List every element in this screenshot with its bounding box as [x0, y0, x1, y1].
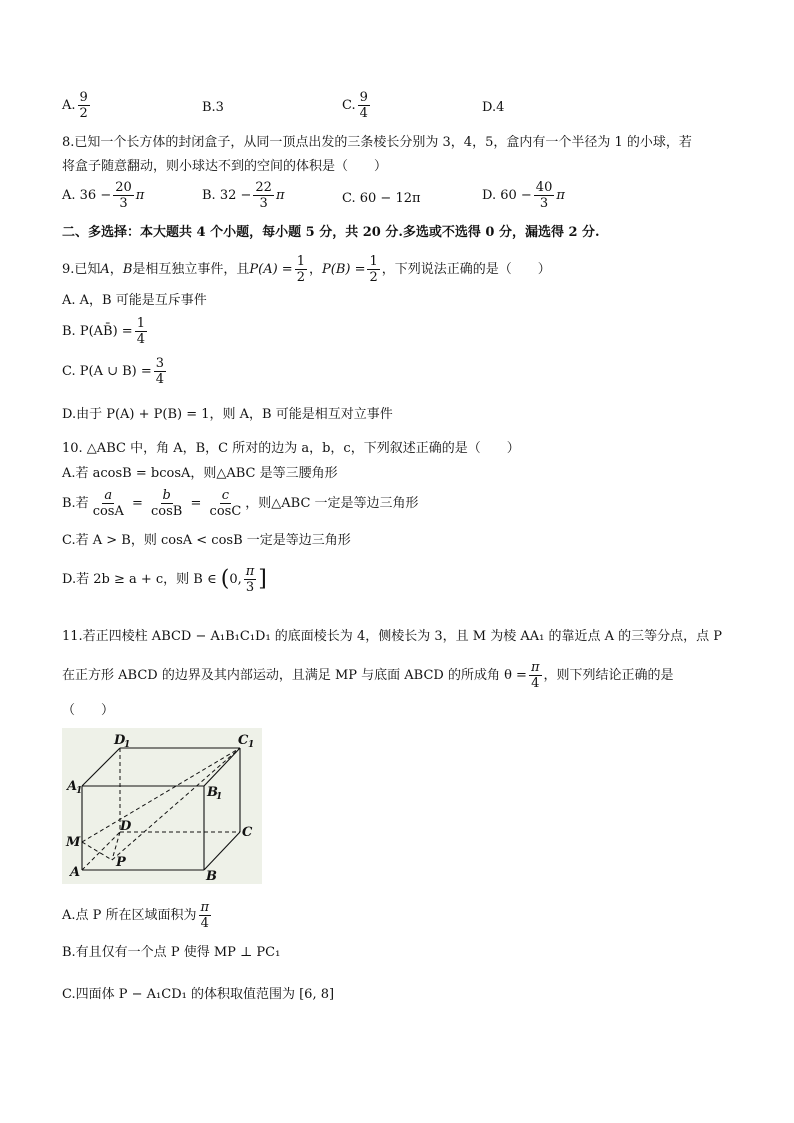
q9-b-fraction: $\frac{1}{4}$ [136, 316, 145, 347]
q8-option-a: A. 36 − $\frac{20}{3}$ π [62, 180, 145, 211]
q7-option-a: A. $\frac{9}{2}$ [62, 90, 88, 121]
q8-d-fraction: $\frac{40}{3}$ [535, 180, 553, 211]
q7-c-fraction: $\frac{9}{4}$ [359, 90, 368, 121]
label-a1-sub: 1 [76, 786, 83, 796]
q11-theta-fraction: $\frac{\pi}{4}$ [530, 660, 540, 691]
q9-option-d: D.由于 P(A) + P(B) = 1，则 A，B 可能是相互对立事件 [62, 407, 393, 422]
q7-option-b: B.3 [202, 100, 224, 115]
label-b1-sub: 1 [216, 792, 223, 802]
edge-ad [82, 832, 120, 870]
label-d1-sub: 1 [124, 740, 131, 750]
label-d: D [120, 819, 132, 834]
prism-figure [62, 728, 262, 884]
q9-option-c: C. P(A ∪ B) = $\frac{3}{4}$ [62, 356, 165, 387]
q7-option-c: C. $\frac{9}{4}$ [342, 90, 368, 121]
edge-a1d1 [82, 748, 120, 786]
q8-stem-line1: 8.已知一个长方体的封闭盒子，从同一顶点出发的三条棱长分别为 3，4，5，盒内有一个半径为 1 的小球，若 [62, 135, 692, 150]
edge-bc [204, 832, 240, 870]
q11-stem-line3: （ ） [62, 703, 115, 718]
prism-diagram [62, 728, 262, 884]
q8-option-d: D. 60 − $\frac{40}{3}$ π [482, 180, 565, 211]
label-p: P [116, 855, 126, 870]
label-a: A [70, 865, 81, 880]
q11-option-b: B.有且仅有一个点 P 使得 MP ⊥ PC₁ [62, 945, 281, 960]
label-a1: A [67, 779, 78, 794]
q8-option-c: C. 60 − 12π [342, 191, 421, 206]
q8-b-fraction: $\frac{22}{3}$ [255, 180, 272, 211]
q7-option-d: D.4 [482, 100, 505, 115]
q9-option-a: A. A，B 可能是互斥事件 [62, 293, 207, 308]
label-m: M [66, 835, 81, 850]
q10-option-a: A.若 acosB = bcosA，则△ABC 是等三腰角形 [62, 466, 338, 481]
q11-option-a: A.点 P 所在区域面积为 $\frac{\pi}{4}$ [62, 900, 210, 931]
label-c1-sub: 1 [248, 740, 255, 750]
q9-stem: 9.已知A，B是相互独立事件，且P(A) = $\frac{1}{2}$ ，P(B) = $\frac{1}{2}$ ，下列说法正确的是（ ） [62, 254, 551, 285]
label-c1: C [238, 733, 249, 748]
q10-stem: 10. △ABC 中，角 A，B，C 所对的边为 a，b，c，下列叙述正确的是（ ） [62, 441, 520, 456]
q10-option-c: C.若 A > B，则 cosA < cosB 一定是等边三角形 [62, 533, 351, 548]
q9-pb-fraction: $\frac{1}{2}$ [369, 254, 378, 285]
q11-stem-line1: 11.若正四棱柱 ABCD − A₁B₁C₁D₁ 的底面棱长为 4，侧棱长为 3，且 M 为棱 AA₁ 的靠近点 A 的三等分点，点 P [62, 629, 722, 644]
section-heading: 二、多选择：本大题共 4 个小题，每小题 5 分，共 20 分.多选或不选得 0 分，漏选得 2 分. [62, 225, 600, 240]
label-b: B [206, 869, 217, 884]
q11-option-c: C.四面体 P − A₁CD₁ 的体积取值范围为 [6, 8] [62, 987, 335, 1002]
q8-stem-line2: 将盒子随意翻动，则小球达不到的空间的体积是（ ） [62, 159, 388, 174]
q10-b-frac-b: $\frac{b}{\cos B}$ [151, 488, 183, 519]
label-d1: D [114, 733, 126, 748]
q10-b-frac-a: $\frac{a}{\cos A}$ [92, 488, 124, 519]
q11-a-fraction: $\frac{\pi}{4}$ [200, 900, 210, 931]
q8-a-fraction: $\frac{20}{3}$ [115, 180, 132, 211]
label-b1: B [207, 785, 218, 800]
line-pc1 [112, 748, 240, 860]
q9-pa-fraction: $\frac{1}{2}$ [296, 254, 305, 285]
q8-option-b: B. 32 − $\frac{22}{3}$ π [202, 180, 285, 211]
q9-option-b: B. P(AB̄) = $\frac{1}{4}$ [62, 316, 145, 347]
prism-dashed-edges [82, 748, 240, 870]
q10-b-frac-c: $\frac{c}{\cos C}$ [209, 488, 242, 519]
q10-d-fraction: $\frac{\pi}{3}$ [245, 564, 255, 595]
q7-a-fraction: $\frac{9}{2}$ [79, 90, 88, 121]
edge-b1c1 [204, 748, 240, 786]
prism-solid-edges [82, 748, 240, 870]
q9-c-fraction: $\frac{3}{4}$ [155, 356, 165, 387]
q10-option-b: B.若 $\frac{a}{\cos A}$ = $\frac{b}{\cos B}$ = $\frac{c}{\cos C}$ ，则△ABC 一定是等边三角形 [62, 488, 419, 519]
label-c: C [242, 825, 253, 840]
q11-stem-line2: 在正方形 ABCD 的边界及其内部运动，且满足 MP 与底面 ABCD 的所成角 θ = $\frac{\pi}{4}$ ，则下列结论正确的是 [62, 660, 674, 691]
q10-option-d: D.若 2b ≥ a + c，则 B ∈ (0, $\frac{\pi}{3}$ ] [62, 564, 267, 595]
